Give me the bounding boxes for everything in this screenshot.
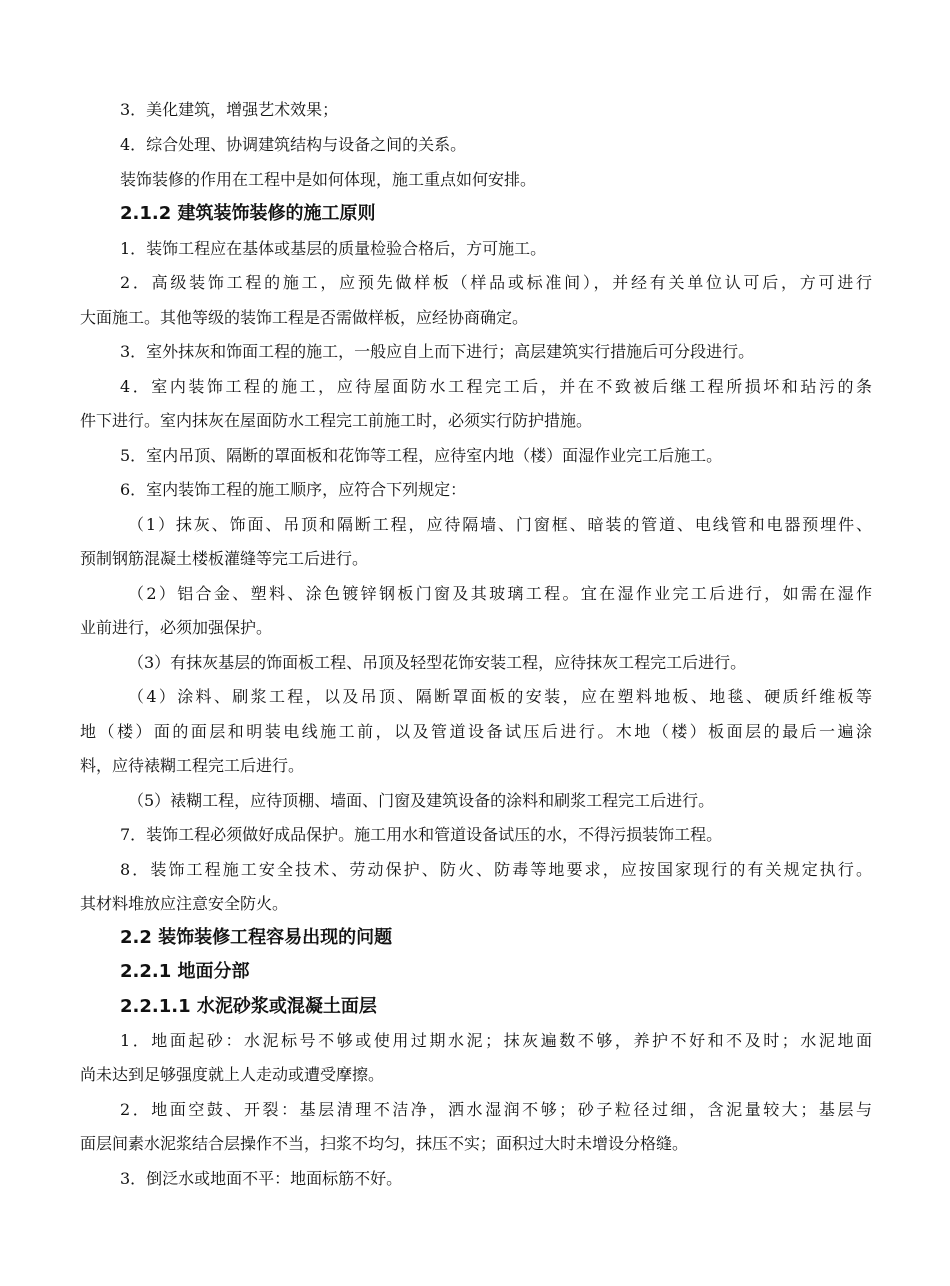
section-heading: 2.1.2 建筑装饰装修的施工原则 — [120, 203, 376, 224]
paragraph-line: （2）铝合金、塑料、涂色镀锌钢板门窗及其玻璃工程。宜在湿作业完工后进行，如需在湿作 — [128, 584, 872, 603]
section-heading: 2.2.1.1 水泥砂浆或混凝土面层 — [120, 996, 377, 1017]
paragraph-line: 其材料堆放应注意安全防火。 — [80, 894, 289, 913]
section-heading: 2.2 装饰装修工程容易出现的问题 — [120, 927, 393, 948]
paragraph-line: （5）裱糊工程，应待顶棚、墙面、门窗及建筑设备的涂料和刷浆工程完工后进行。 — [128, 791, 715, 810]
paragraph-line: 件下进行。室内抹灰在屋面防水工程完工前施工时，必须实行防护措施。 — [80, 411, 593, 430]
paragraph-line: 8．装饰工程施工安全技术、劳动保护、防火、防毒等地要求，应按国家现行的有关规定执行。 — [120, 860, 872, 879]
paragraph-line: 尚未达到足够强度就上人走动或遭受摩擦。 — [80, 1065, 385, 1084]
paragraph-line: 预制钢筋混凝土楼板灌缝等完工后进行。 — [80, 549, 369, 568]
paragraph-line: 3．倒泛水或地面不平：地面标筋不好。 — [120, 1169, 403, 1188]
paragraph-line: 3．室外抹灰和饰面工程的施工，一般应自上而下进行；高层建筑实行措施后可分段进行。 — [120, 342, 755, 361]
paragraph-line: （3）有抹灰基层的饰面板工程、吊顶及轻型花饰安装工程，应待抹灰工程完工后进行。 — [128, 653, 747, 672]
paragraph-line: 1．装饰工程应在基体或基层的质量检验合格后，方可施工。 — [120, 239, 547, 258]
paragraph-line: 2．地面空鼓、开裂：基层清理不洁净，洒水湿润不够；砂子粒径过细，含泥量较大；基层与 — [120, 1100, 872, 1119]
paragraph-line: （4）涂料、刷浆工程，以及吊顶、隔断罩面板的安装，应在塑料地板、地毯、硬质纤维板等 — [128, 687, 872, 706]
paragraph-line: 装饰装修的作用在工程中是如何体现，施工重点如何安排。 — [120, 170, 537, 189]
paragraph-line: 1．地面起砂：水泥标号不够或使用过期水泥；抹灰遍数不够，养护不好和不及时；水泥地面 — [120, 1031, 872, 1050]
paragraph-line: 地（楼）面的面层和明装电线施工前，以及管道设备试压后进行。木地（楼）板面层的最后一遍涂 — [80, 722, 872, 741]
paragraph-line: 6．室内装饰工程的施工顺序，应符合下列规定： — [120, 480, 467, 499]
paragraph-line: 料，应待裱糊工程完工后进行。 — [80, 756, 305, 775]
paragraph-line: 7．装饰工程必须做好成品保护。施工用水和管道设备试压的水，不得污损装饰工程。 — [120, 825, 723, 844]
paragraph-line: 2．高级装饰工程的施工，应预先做样板（样品或标准间），并经有关单位认可后，方可进行 — [120, 273, 872, 292]
paragraph-line: 4．综合处理、协调建筑结构与设备之间的关系。 — [120, 135, 467, 154]
paragraph-line: （1）抹灰、饰面、吊顶和隔断工程，应待隔墙、门窗框、暗装的管道、电线管和电器预埋件、 — [128, 515, 872, 534]
paragraph-line: 4．室内装饰工程的施工，应待屋面防水工程完工后，并在不致被后继工程所损坏和玷污的条 — [120, 377, 872, 396]
paragraph-line: 5．室内吊顶、隔断的罩面板和花饰等工程，应待室内地（楼）面湿作业完工后施工。 — [120, 446, 723, 465]
section-heading: 2.2.1 地面分部 — [120, 961, 250, 982]
paragraph-line: 面层间素水泥浆结合层操作不当，扫浆不均匀，抹压不实；面积过大时未增设分格缝。 — [80, 1134, 689, 1153]
paragraph-line: 3．美化建筑，增强艺术效果； — [120, 100, 339, 119]
paragraph-line: 大面施工。其他等级的装饰工程是否需做样板，应经协商确定。 — [80, 308, 529, 327]
paragraph-line: 业前进行，必须加强保护。 — [80, 618, 273, 637]
